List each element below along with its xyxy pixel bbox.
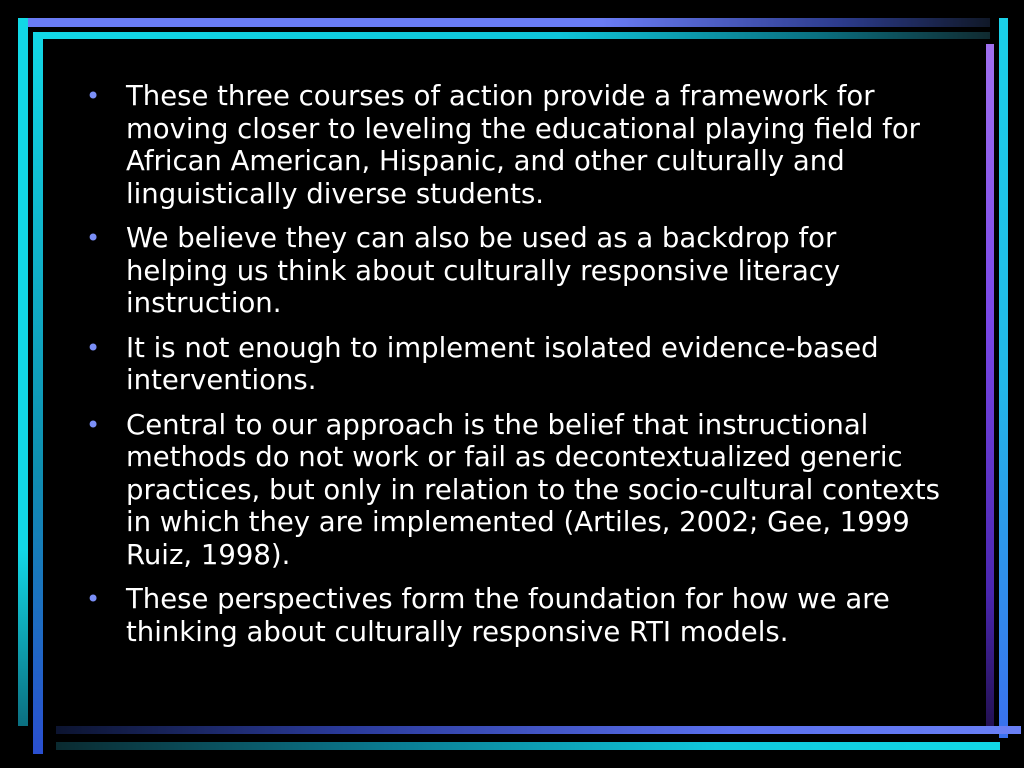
bullet-icon: • (86, 585, 101, 613)
frame-bottom-inner-bar (56, 726, 1021, 734)
bullet-text: These three courses of action provide a framework for moving closer to leveling the educational playing field for African American, Hispanic, and other culturally and linguistically diverse students. (126, 80, 920, 210)
frame-top-outer-bar (18, 18, 990, 27)
bullet-text: These perspectives form the foundation for how we are thinking about culturally responsive RTI models. (126, 583, 890, 648)
frame-bottom-outer-bar (56, 742, 1000, 750)
bullet-list (86, 80, 946, 648)
bullet-icon: • (86, 333, 101, 362)
bullet-text: Central to our approach is the belief that instructional methods do not work or fail as decontextualized generic practices, but only in relation to the socio-cultural contexts in which they are implemented (Artiles, 2002; Gee, 1999 Ruiz, 1998). (126, 408, 940, 571)
bullet-item (86, 222, 946, 320)
bullet-item (86, 409, 946, 572)
bullet-item (86, 332, 946, 397)
bullet-item (86, 80, 946, 210)
bullet-icon: • (86, 82, 101, 110)
frame-right-inner-bar (986, 44, 994, 730)
bullet-icon: • (86, 410, 101, 439)
bullet-item (86, 583, 946, 648)
bullet-icon: • (86, 224, 101, 252)
frame-left-inner-bar (33, 32, 43, 754)
frame-left-outer-bar (18, 18, 28, 726)
frame-right-outer-bar (999, 18, 1008, 738)
bullet-text: We believe they can also be used as a backdrop for helping us think about culturally responsive literacy instruction. (126, 222, 841, 319)
slide-body (86, 80, 946, 660)
bullet-text: It is not enough to implement isolated evidence-based interventions. (126, 331, 879, 396)
frame-top-inner-bar (33, 32, 990, 39)
